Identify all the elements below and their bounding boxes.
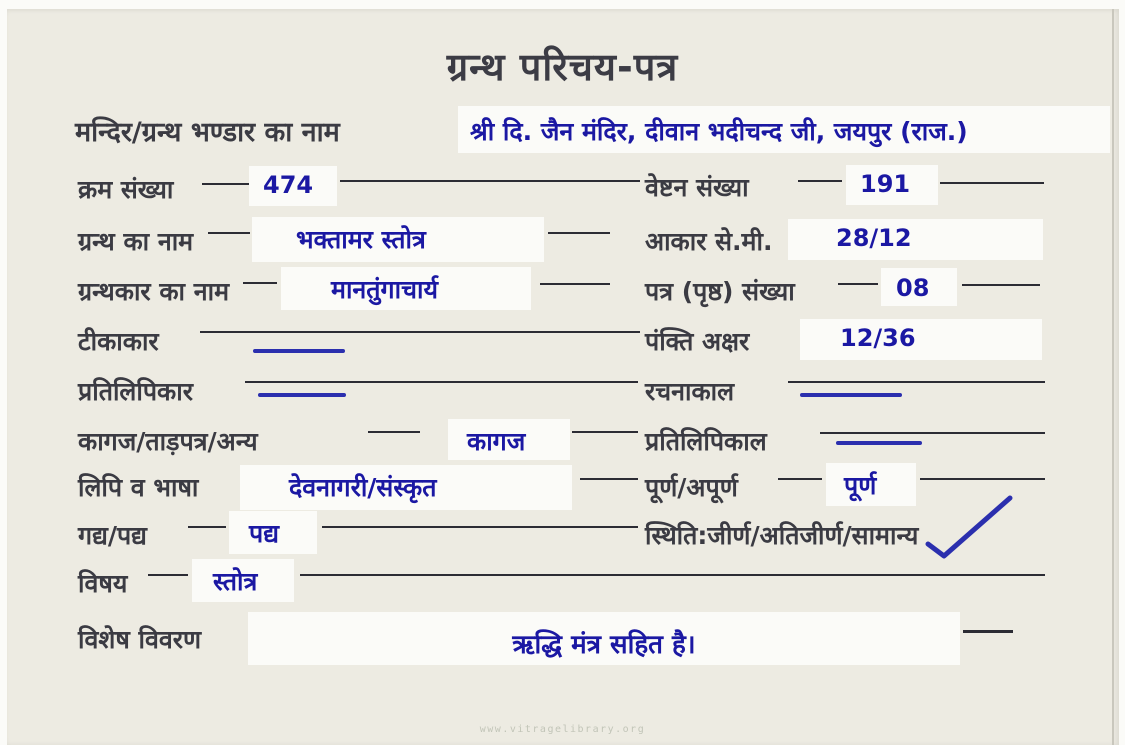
- ruled-line: [540, 283, 610, 285]
- value-highlight: [788, 219, 1043, 260]
- field-label-sthiti: स्थिति:जीर्ण/अतिजीर्ण/सामान्य: [645, 521, 919, 550]
- ruled-line: [778, 478, 822, 480]
- ruled-line: [963, 630, 1013, 633]
- nil-dash-pratilipikar: [258, 393, 346, 397]
- field-value-vishay: स्तोत्र: [213, 567, 258, 596]
- field-value-pankti-akshar: 12/36: [840, 324, 916, 352]
- ruled-line: [572, 431, 638, 433]
- value-highlight: [800, 319, 1042, 360]
- watermark-text: www.vitragelibrary.org: [479, 724, 646, 735]
- ruled-line: [920, 478, 1045, 480]
- ruled-line: [962, 284, 1040, 286]
- ruled-line: [322, 526, 638, 528]
- checkmark-icon: [918, 492, 1018, 564]
- field-value-gadya-padya: पद्य: [249, 519, 279, 548]
- field-label-pratilipikar: प्रतिलिपिकार: [78, 377, 193, 406]
- field-value-lipi-bhasha: देवनागरी/संस्कृत: [289, 473, 437, 502]
- field-label-pratilipikaal: प्रतिलिपिकाल: [645, 427, 767, 456]
- ruled-line: [940, 182, 1044, 184]
- field-label-veshtan-sankhya: वेष्टन संख्या: [645, 173, 749, 202]
- ruled-line: [300, 574, 1045, 576]
- field-value-aakar: 28/12: [836, 224, 912, 252]
- field-label-purn-apurn: पूर्ण/अपूर्ण: [645, 473, 738, 502]
- ruled-line: [788, 381, 1045, 383]
- field-label-vishesh-vivaran: विशेष विवरण: [78, 625, 202, 654]
- form-title: ग्रन्थ परिचय-पत्र: [446, 45, 679, 89]
- field-label-kagaj: कागज/ताड़पत्र/अन्य: [78, 427, 258, 456]
- ruled-line: [368, 431, 420, 433]
- field-label-mandir-bhandar: मन्दिर/ग्रन्थ भण्डार का नाम: [75, 117, 340, 148]
- field-label-granth-naam: ग्रन्थ का नाम: [78, 227, 194, 256]
- ruled-line: [243, 282, 277, 284]
- ruled-line: [838, 283, 878, 285]
- ruled-line: [820, 432, 1045, 434]
- field-value-veshtan-sankhya: 191: [860, 170, 911, 198]
- field-label-vishay: विषय: [78, 569, 128, 598]
- field-label-tikakar: टीकाकार: [78, 327, 159, 356]
- nil-dash-tikakar: [253, 349, 345, 353]
- field-label-pankti-akshar: पंक्ति अक्षर: [645, 327, 750, 356]
- ruled-line: [580, 478, 638, 480]
- field-value-patra-sankhya: 08: [896, 274, 930, 302]
- field-value-granthkar: मानतुंगाचार्य: [331, 275, 438, 304]
- field-label-rachnakal: रचनाकाल: [645, 377, 735, 406]
- nil-dash-rachnakal: [800, 393, 902, 397]
- field-value-kagaj: कागज: [467, 427, 526, 456]
- scan-edge-line: [1112, 9, 1114, 745]
- field-label-gadya-padya: गद्य/पद्य: [78, 521, 147, 550]
- field-label-aakar: आकार से.मी.: [645, 227, 773, 256]
- nil-dash-pratilipikaal: [836, 441, 922, 445]
- ruled-line: [188, 526, 226, 528]
- ruled-line: [798, 180, 842, 182]
- ruled-line: [208, 232, 250, 234]
- field-value-mandir-bhandar: श्री दि. जैन मंदिर, दीवान भदीचन्द जी, जयपुर (राज.): [470, 117, 968, 146]
- field-value-purn-apurn: पूर्ण: [844, 471, 877, 500]
- ruled-line: [148, 574, 188, 576]
- ruled-line: [245, 381, 638, 383]
- ruled-line: [548, 232, 610, 234]
- ruled-line: [340, 180, 640, 182]
- field-value-vishesh-vivaran: ऋद्धि मंत्र सहित है।: [512, 630, 696, 660]
- field-label-kram-sankhya: क्रम संख्या: [78, 175, 174, 204]
- field-value-granth-naam: भक्तामर स्तोत्र: [296, 225, 426, 254]
- field-label-patra-sankhya: पत्र (पृष्ठ) संख्या: [645, 277, 795, 306]
- ruled-line: [200, 331, 640, 333]
- field-label-granthkar: ग्रन्थकार का नाम: [78, 277, 230, 306]
- field-value-kram-sankhya: 474: [263, 171, 314, 199]
- ruled-line: [202, 183, 252, 185]
- field-label-lipi-bhasha: लिपि व भाषा: [78, 473, 199, 502]
